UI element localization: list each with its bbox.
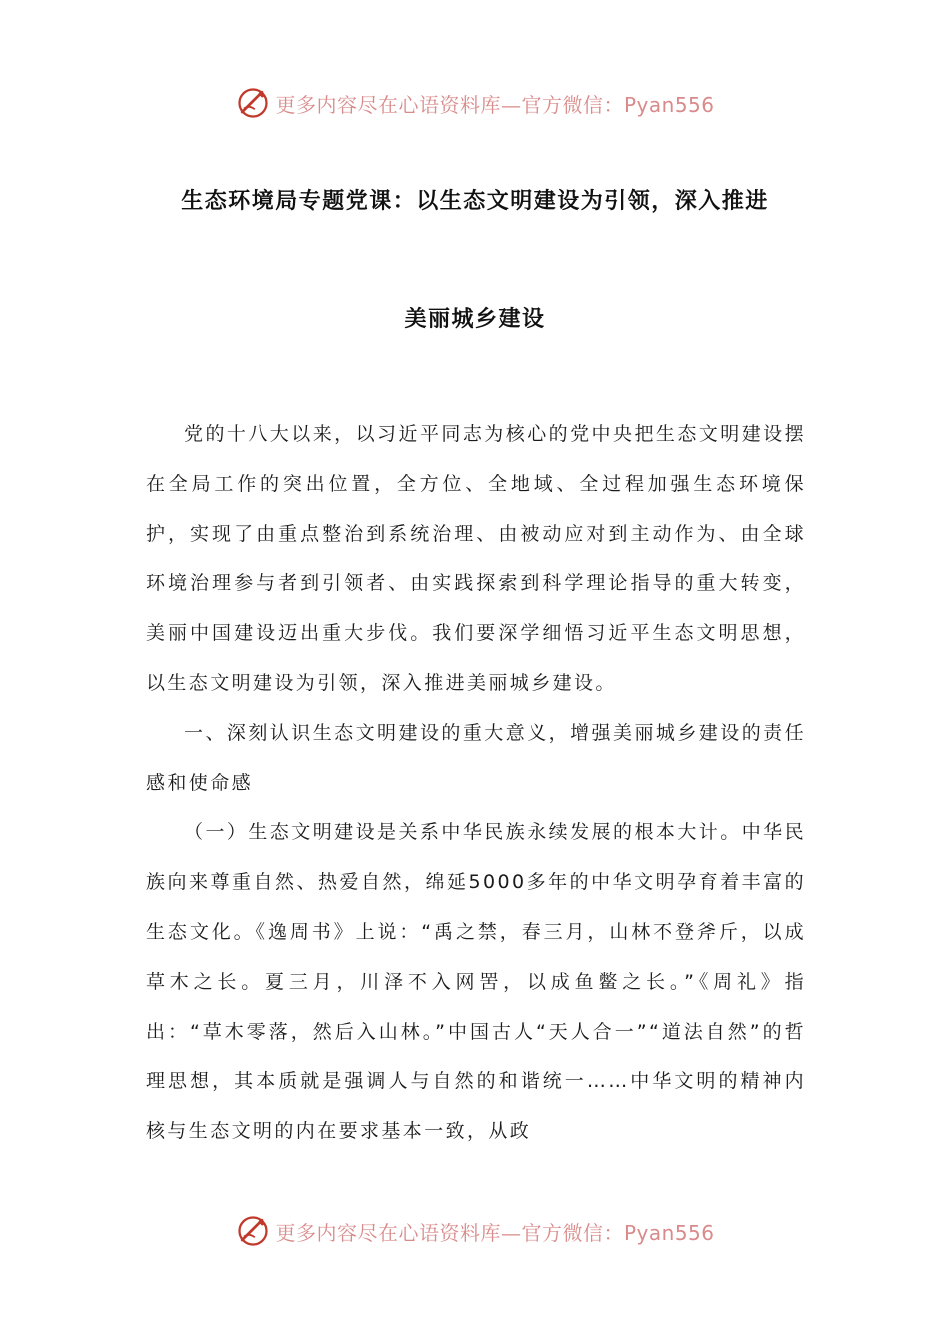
watermark-banner-bottom [0, 1209, 950, 1253]
paragraph-subsection-1: （一）生态文明建设是关系中华民族永续发展的根本大计。中华民族向来尊重自然、热爱自然，绵延5000多年的中华文明孕育着丰富的生态文化。《逸周书》上说：“禹之禁，春三月，山林不登斧斤，以成草木之长。夏三月，川泽不入网罟，以成鱼鳖之长。”《周礼》指出：“草木零落，然后入山林。”中国古人“天人合一”“道法自然”的哲理思想，其本质就是强调人与自然的和谐统一……中华文明的精神内核与生态文明的内在要求基本一致，从政 [146, 821, 806, 1143]
watermark-wechat-id: Pyan556 [623, 92, 715, 117]
pen-logo-icon [235, 85, 271, 121]
watermark-text: 更多内容尽在心语资料库—官方微信： [275, 92, 624, 117]
document-title-line2: 美丽城乡建设 [404, 307, 546, 332]
watermark-wechat-id: Pyan556 [623, 1220, 715, 1245]
document-body [146, 410, 806, 1157]
section-heading-1: 一、深刻认识生态文明建设的重大意义，增强美丽城乡建设的责任感和使命感 [146, 721, 806, 794]
watermark-text: 更多内容尽在心语资料库—官方微信： [275, 1220, 624, 1245]
watermark-banner-top [0, 81, 950, 125]
pen-logo-icon [235, 1213, 271, 1249]
document-title-line1: 生态环境局专题党课：以生态文明建设为引领，深入推进 [181, 189, 769, 214]
paragraph-intro: 党的十八大以来，以习近平同志为核心的党中央把生态文明建设摆在全局工作的突出位置，全方位、全地域、全过程加强生态环境保护，实现了由重点整治到系统治理、由被动应对到主动作为、由全球环境治理参与者到引领者、由实践探索到科学理论指导的重大转变，美丽中国建设迈出重大步伐。我们要深学细悟习近平生态文明思想，以生态文明建设为引领，深入推进美丽城乡建设。 [146, 423, 806, 694]
